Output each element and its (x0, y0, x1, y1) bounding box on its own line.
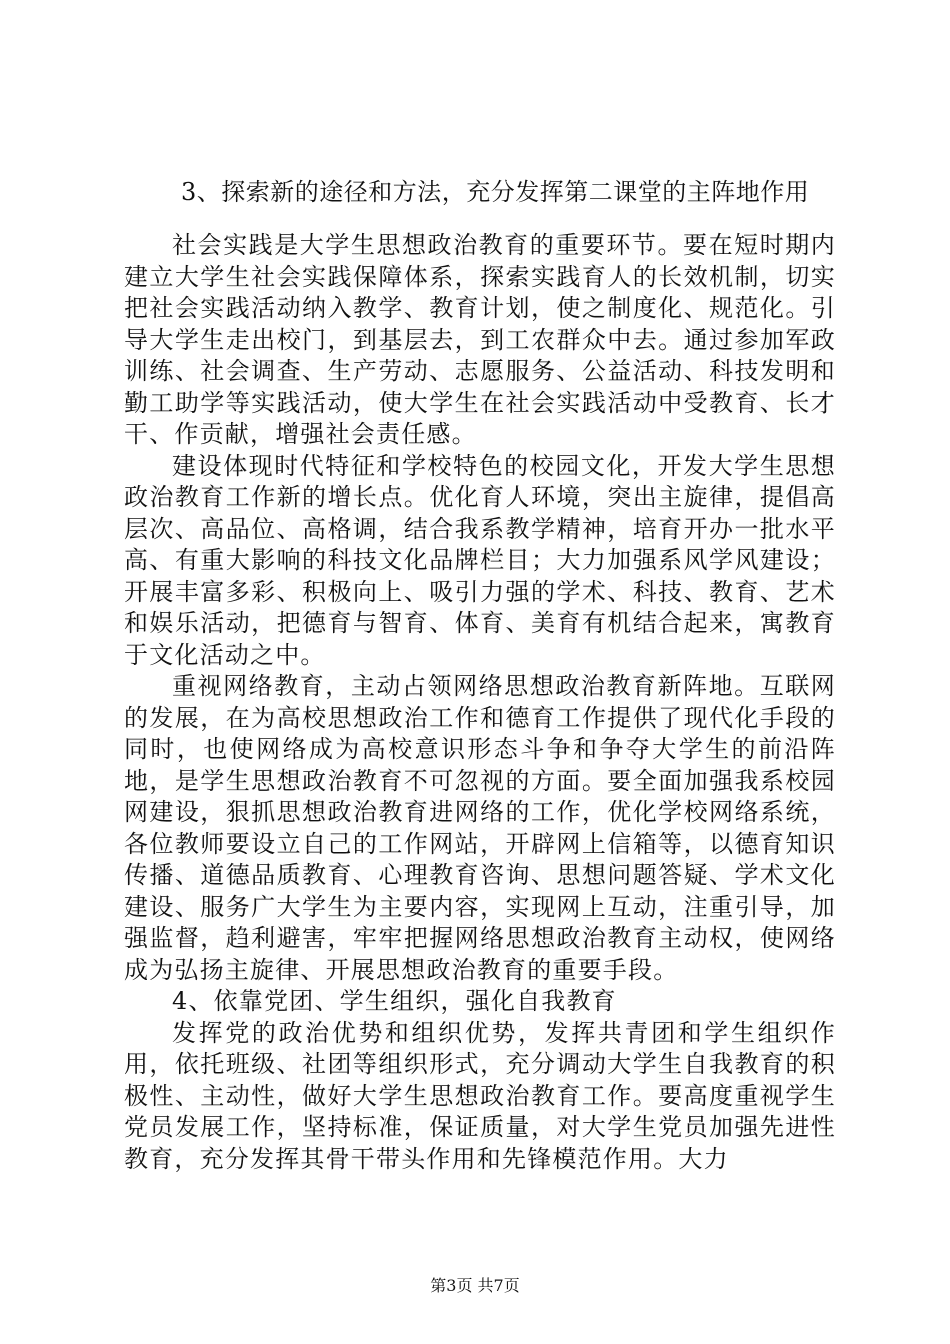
paragraph-social-practice: 社会实践是大学生思想政治教育的重要环节。要在短时期内建立大学生社会实践保障体系，探索实践育人的长效机制，切实把社会实践活动纳入教学、教育计划，使之制度化、规范化。引导大学生走出校门，到基层去，到工农群众中去。通过参加军政训练、社会调查、生产劳动、志愿服务、公益活动、科技发明和勤工助学等实践活动，使大学生在社会实践活动中受教育、长才干、作贡献，增强社会责任感。 (124, 231, 836, 448)
paragraph-network-education: 重视网络教育，主动占领网络思想政治教育新阵地。互联网的发展，在为高校思想政治工作和德育工作提供了现代化手段的同时，也使网络成为高校意识形态斗争和争夺大学生的前沿阵地，是学生思想政治教育不可忽视的方面。要全面加强我系校园网建设，狠抓思想政治教育进网络的工作，优化学校网络系统，各位教师要设立自己的工作网站，开辟网上信箱等，以德育知识传播、道德品质教育、心理教育咨询、思想问题答疑、学术文化建设、服务广大学生为主要内容，实现网上互动，注重引导，加强监督，趋利避害，牢牢把握网络思想政治教育主动权，使网络成为弘扬主旋律、开展思想政治教育的重要手段。 (124, 672, 836, 984)
paragraph-party-organization: 发挥党的政治优势和组织优势，发挥共青团和学生组织作用，依托班级、社团等组织形式，充分调动大学生自我教育的积极性、主动性，做好大学生思想政治教育工作。要高度重视学生党员发展工作，坚持标准，保证质量，对大学生党员加强先进性教育，充分发挥其骨干带头作用和先锋模范作用。大力 (124, 1018, 836, 1173)
subsection-heading: 4、依靠党团、学生组织，强化自我教育 (172, 987, 617, 1015)
section-heading: 3、探索新的途径和方法，充分发挥第二课堂的主阵地作用 (181, 178, 810, 206)
page-footer: 第3页 共7页 (430, 1276, 520, 1295)
paragraph-campus-culture: 建设体现时代特征和学校特色的校园文化，开发大学生思想政治教育工作新的增长点。优化育人环境，突出主旋律，提倡高层次、高品位、高格调，结合我系教学精神，培育开办一批水平高、有重大影响的科技文化品牌栏目；大力加强系风学风建设；开展丰富多彩、积极向上、吸引力强的学术、科技、教育、艺术和娱乐活动，把德育与智育、体育、美育有机结合起来，寓教育于文化活动之中。 (124, 451, 836, 669)
document-body (124, 230, 836, 1175)
